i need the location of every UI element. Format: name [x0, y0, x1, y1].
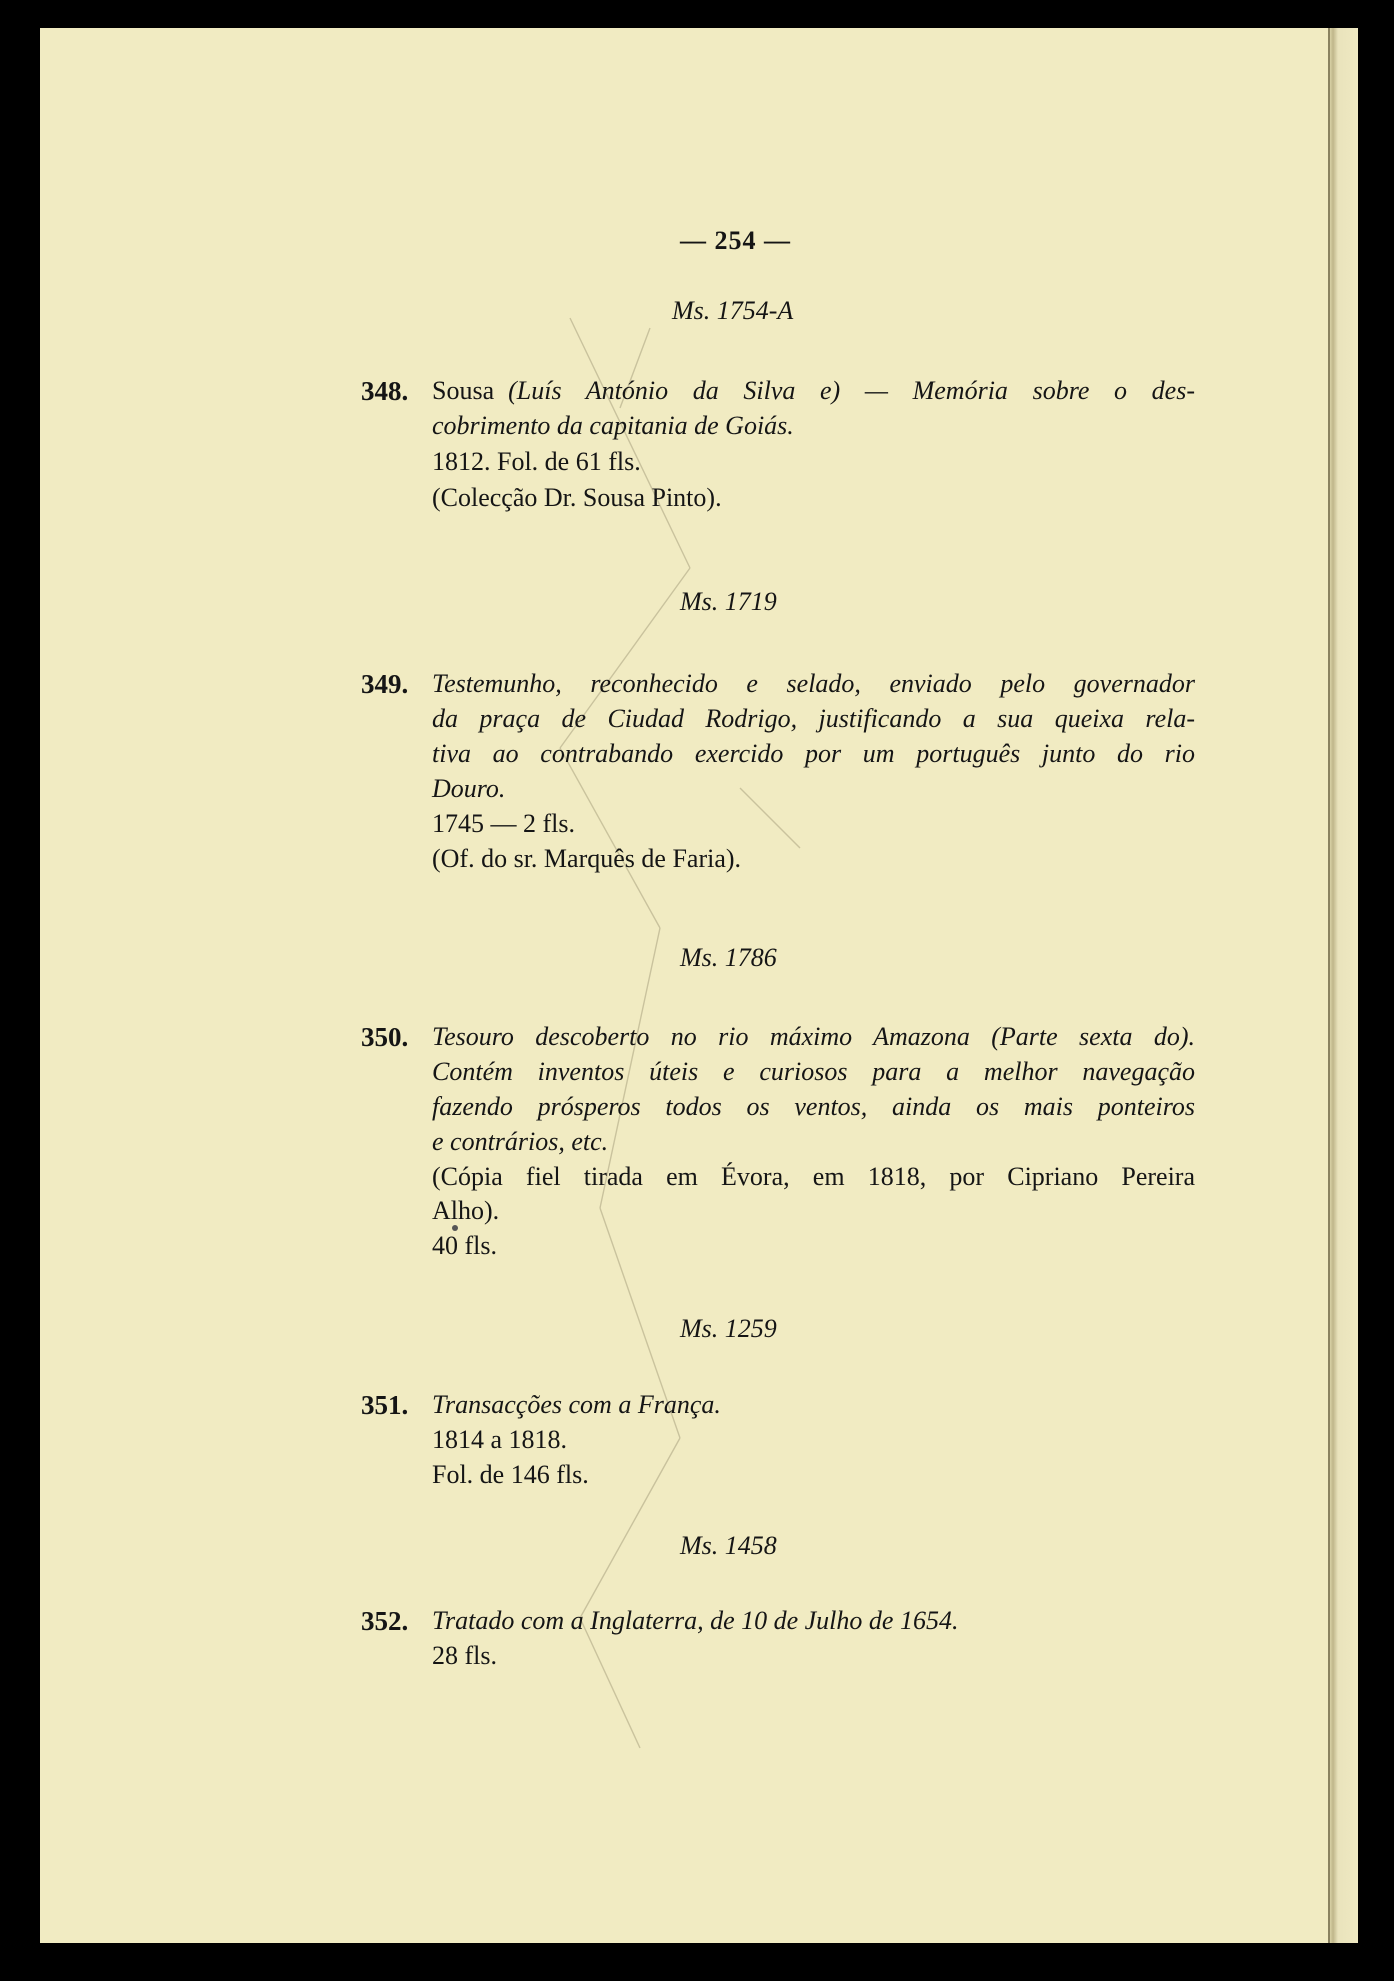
entry-349-source: (Of. do sr. Marquês de Faria).: [432, 844, 742, 873]
entry-348-title-1: (Luís António da Silva e) — Memória sobre o des-: [508, 376, 1195, 405]
entry-350-folios: 40 fls.: [432, 1231, 497, 1260]
ms-heading-1754a: Ms. 1754-A: [672, 296, 794, 325]
entry-349-date: 1745 — 2 fls.: [432, 809, 575, 838]
entry-number-348: 348.: [361, 376, 409, 406]
ms-heading-1786: Ms. 1786: [680, 943, 777, 972]
ms-heading-1719: Ms. 1719: [680, 587, 777, 616]
entry-348-source: (Colecção Dr. Sousa Pinto).: [432, 483, 722, 512]
entry-number-350: 350.: [361, 1022, 409, 1052]
entry-349-line-3: tiva ao contrabando exercido por um português junto do rio: [432, 739, 1195, 768]
entry-351-date: 1814 a 1818.: [432, 1425, 568, 1454]
entry-350-line-4: e contrários, etc.: [432, 1127, 609, 1156]
document-page: [40, 28, 1358, 1943]
page-number: — 254 —: [680, 226, 791, 255]
entry-number-352: 352.: [361, 1606, 409, 1636]
entry-349-line-2: da praça de Ciudad Rodrigo, justificando a sua queixa rela-: [432, 704, 1195, 733]
entry-349-line-4: Douro.: [432, 774, 506, 803]
entry-349-line-1: Testemunho, reconhecido e selado, enviado pelo governador: [432, 669, 1195, 698]
ms-heading-1458: Ms. 1458: [680, 1531, 777, 1560]
entry-348-date: 1812. Fol. de 61 fls.: [432, 447, 641, 476]
entry-350-line-1: Tesouro descoberto no rio máximo Amazona (Parte sexta do).: [432, 1022, 1195, 1051]
entry-348-title-2: cobrimento da capitania de Goiás.: [432, 411, 794, 440]
entry-350-line-2: Contém inventos úteis e curiosos para a melhor navegação: [432, 1057, 1195, 1086]
entry-350-line-3: fazendo prósperos todos os ventos, ainda os mais ponteiros: [432, 1092, 1195, 1121]
entry-350-line-5: (Cópia fiel tirada em Évora, em 1818, por Cipriano Pereira: [432, 1162, 1195, 1191]
entry-351-title: Transacções com a França.: [432, 1390, 721, 1419]
ms-heading-1259: Ms. 1259: [680, 1314, 777, 1343]
entry-number-349: 349.: [361, 669, 409, 699]
entry-350-line-6: Alho).: [432, 1196, 500, 1225]
entry-number-351: 351.: [361, 1390, 409, 1420]
entry-348-line-1: [432, 376, 1195, 406]
page-fold-edge: [1328, 28, 1358, 1943]
entry-352-title: Tratado com a Inglaterra, de 10 de Julho de 1654.: [432, 1606, 959, 1635]
entry-352-folios: 28 fls.: [432, 1641, 497, 1670]
entry-351-folios: Fol. de 146 fls.: [432, 1460, 589, 1489]
entry-348-author: Sousa: [432, 376, 495, 405]
